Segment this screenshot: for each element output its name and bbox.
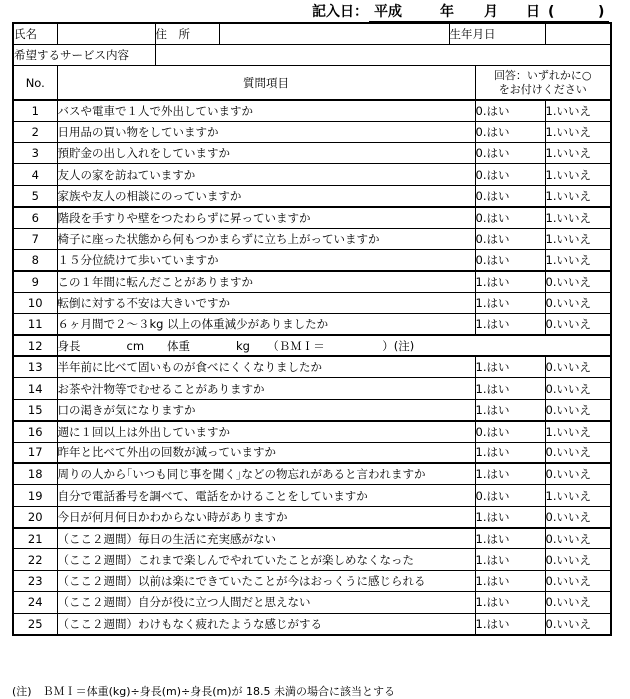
answer-option-1[interactable]: 1.はい: [475, 549, 545, 570]
question-text: 周りの人から｢いつも同じ事を聞く｣などの物忘れがあると言われますか: [57, 463, 475, 484]
answer-option-1[interactable]: 1.はい: [475, 356, 545, 377]
entry-date-label: 記入日：: [312, 4, 368, 20]
question-number: 9: [13, 271, 57, 292]
question-row: [13, 356, 611, 377]
answer-option-2[interactable]: 1.いいえ: [545, 164, 611, 185]
address-field[interactable]: [219, 23, 449, 44]
answer-option-2[interactable]: 1.いいえ: [545, 100, 611, 121]
answer-option-1[interactable]: 0.はい: [475, 164, 545, 185]
answer-option-1[interactable]: 1.はい: [475, 399, 545, 420]
answer-option-2[interactable]: 0.いいえ: [545, 271, 611, 292]
question-row: [13, 271, 611, 292]
question-number: 10: [13, 292, 57, 313]
question-number: 11: [13, 314, 57, 335]
question-row: [13, 485, 611, 506]
answer-option-2[interactable]: 0.いいえ: [545, 463, 611, 484]
answer-option-2[interactable]: 0.いいえ: [545, 356, 611, 377]
answer-option-1[interactable]: 1.はい: [475, 528, 545, 549]
address-label: 住 所: [155, 23, 219, 44]
answer-option-2[interactable]: 1.いいえ: [545, 485, 611, 506]
question-number: 14: [13, 378, 57, 399]
checklist-table: [12, 22, 612, 636]
table-header-row: [13, 66, 611, 100]
answer-option-1[interactable]: 1.はい: [475, 506, 545, 527]
question-text: 階段を手すりや壁をつたわらずに昇っていますか: [57, 207, 475, 228]
question-number: 18: [13, 463, 57, 484]
service-label: 希望するサービス内容: [13, 44, 155, 65]
answer-option-1[interactable]: 1.はい: [475, 314, 545, 335]
question-group-1: [13, 100, 611, 335]
question-text: 預貯金の出し入れをしていますか: [57, 143, 475, 164]
service-row: [13, 44, 611, 65]
entry-date-paren-open: (: [548, 4, 555, 20]
question-number: 21: [13, 528, 57, 549]
question-row: [13, 121, 611, 142]
question-row: [13, 506, 611, 527]
question-row: [13, 292, 611, 313]
question-number: 22: [13, 549, 57, 570]
col-header-answer: [475, 66, 611, 100]
answer-option-2[interactable]: 0.いいえ: [545, 378, 611, 399]
answer-option-1[interactable]: 0.はい: [475, 250, 545, 271]
entry-date-month: 月: [484, 4, 498, 20]
answer-option-1[interactable]: 1.はい: [475, 463, 545, 484]
question-number: 20: [13, 506, 57, 527]
answer-option-1[interactable]: 0.はい: [475, 100, 545, 121]
question-number: 4: [13, 164, 57, 185]
question-text: 半年前に比べて固いものが食べにくくなりましたか: [57, 356, 475, 377]
answer-option-2[interactable]: 1.いいえ: [545, 207, 611, 228]
answer-option-2[interactable]: 1.いいえ: [545, 421, 611, 442]
question-row: [13, 164, 611, 185]
question-row: [13, 549, 611, 570]
answer-option-2[interactable]: 0.いいえ: [545, 506, 611, 527]
entry-date-paren-close: ): [598, 4, 605, 20]
answer-option-1[interactable]: 0.はい: [475, 228, 545, 249]
answer-option-1[interactable]: 0.はい: [475, 207, 545, 228]
entry-date-line: [312, 2, 612, 22]
answer-option-1[interactable]: 0.はい: [475, 143, 545, 164]
answer-option-2[interactable]: 0.いいえ: [545, 442, 611, 463]
question-text: （ここ２週間）自分が役に立つ人間だと思えない: [57, 592, 475, 613]
question-number: 19: [13, 485, 57, 506]
answer-option-1[interactable]: 1.はい: [475, 592, 545, 613]
question-text: 友人の家を訪ねていますか: [57, 164, 475, 185]
question-number: 2: [13, 121, 57, 142]
question-number: 17: [13, 442, 57, 463]
question-text: （ここ２週間）わけもなく疲れたような感じがする: [57, 613, 475, 634]
answer-option-1[interactable]: 1.はい: [475, 378, 545, 399]
question-text: （ここ２週間）毎日の生活に充実感がない: [57, 528, 475, 549]
answer-option-2[interactable]: 0.いいえ: [545, 292, 611, 313]
question-row: [13, 185, 611, 206]
question-row: [13, 442, 611, 463]
question-text: 転倒に対する不安は大きいですか: [57, 292, 475, 313]
question-number: 8: [13, 250, 57, 271]
question-number: 7: [13, 228, 57, 249]
question-number: 23: [13, 570, 57, 591]
answer-option-2[interactable]: 0.いいえ: [545, 549, 611, 570]
bmi-row-text: 身長 cm 体重 kg （ＢＭＩ＝ ）(注): [57, 335, 611, 356]
question-text: （ここ２週間）これまで楽しんでやれていたことが楽しめなくなった: [57, 549, 475, 570]
question-group-2: [13, 356, 611, 634]
question-text: （ここ２週間）以前は楽にできていたことが今はおっくうに感じられる: [57, 570, 475, 591]
answer-option-1[interactable]: 0.はい: [475, 185, 545, 206]
birthdate-field[interactable]: [545, 23, 611, 44]
answer-header-line1: 回答：いずれかに○: [493, 68, 592, 82]
answer-header-line2: をお付けください: [498, 82, 587, 96]
answer-option-2[interactable]: 1.いいえ: [545, 143, 611, 164]
answer-option-1[interactable]: 1.はい: [475, 271, 545, 292]
answer-option-2[interactable]: 1.いいえ: [545, 228, 611, 249]
name-row: [13, 23, 611, 44]
answer-option-2[interactable]: 0.いいえ: [545, 399, 611, 420]
question-row: [13, 143, 611, 164]
question-text: １５分位続けて歩いていますか: [57, 250, 475, 271]
question-text: 週に１回以上は外出していますか: [57, 421, 475, 442]
answer-option-2[interactable]: 0.いいえ: [545, 570, 611, 591]
service-field[interactable]: [155, 44, 611, 65]
question-text: バスや電車で１人で外出していますか: [57, 100, 475, 121]
entry-date-day: 日: [526, 4, 540, 20]
bmi-row-number: 12: [13, 335, 57, 356]
col-header-question: 質問項目: [57, 66, 475, 100]
question-text: 家族や友人の相談にのっていますか: [57, 185, 475, 206]
answer-option-1[interactable]: 1.はい: [475, 292, 545, 313]
question-number: 1: [13, 100, 57, 121]
col-header-no: No.: [13, 66, 57, 100]
entry-date-era: 平成: [374, 4, 402, 20]
question-row: [13, 421, 611, 442]
answer-option-2[interactable]: 1.いいえ: [545, 250, 611, 271]
question-number: 13: [13, 356, 57, 377]
question-row: [13, 399, 611, 420]
question-row: [13, 207, 611, 228]
question-row: [13, 228, 611, 249]
answer-option-2[interactable]: 0.いいえ: [545, 592, 611, 613]
answer-option-1[interactable]: 0.はい: [475, 121, 545, 142]
answer-option-2[interactable]: 0.いいえ: [545, 528, 611, 549]
question-row: [13, 528, 611, 549]
answer-option-1[interactable]: 0.はい: [475, 421, 545, 442]
question-number: 16: [13, 421, 57, 442]
answer-option-2[interactable]: 0.いいえ: [545, 613, 611, 634]
answer-option-2[interactable]: 1.いいえ: [545, 185, 611, 206]
question-text: お茶や汁物等でむせることがありますか: [57, 378, 475, 399]
entry-date-year: 年: [440, 4, 454, 20]
question-row: [13, 592, 611, 613]
name-field[interactable]: [57, 23, 155, 44]
bmi-row: [13, 335, 611, 356]
name-label: 氏名: [13, 23, 57, 44]
question-text: 日用品の買い物をしていますか: [57, 121, 475, 142]
question-row: [13, 463, 611, 484]
question-text: 口の渇きが気になりますか: [57, 399, 475, 420]
question-number: 24: [13, 592, 57, 613]
question-number: 15: [13, 399, 57, 420]
question-text: 椅子に座った状態から何もつかまらずに立ち上がっていますか: [57, 228, 475, 249]
question-row: [13, 613, 611, 634]
question-row: [13, 250, 611, 271]
answer-option-2[interactable]: 1.いいえ: [545, 121, 611, 142]
question-number: 5: [13, 185, 57, 206]
question-text: 自分で電話番号を調べて、電話をかけることをしていますか: [57, 485, 475, 506]
question-text: 今日が何月何日かわからない時がありますか: [57, 506, 475, 527]
question-number: 25: [13, 613, 57, 634]
question-row: [13, 100, 611, 121]
answer-option-1[interactable]: 1.はい: [475, 442, 545, 463]
question-number: 3: [13, 143, 57, 164]
bmi-footnote: (注) ＢＭＩ＝体重(kg)÷身長(m)÷身長(m)が 18.5 未満の場合に該当とする: [12, 685, 396, 698]
question-row: [13, 378, 611, 399]
birthdate-label: 生年月日: [449, 23, 545, 44]
question-row: [13, 570, 611, 591]
answer-option-2[interactable]: 0.いいえ: [545, 314, 611, 335]
question-text: 昨年と比べて外出の回数が減っていますか: [57, 442, 475, 463]
question-number: 6: [13, 207, 57, 228]
question-row: [13, 314, 611, 335]
answer-option-1[interactable]: 1.はい: [475, 613, 545, 634]
answer-option-1[interactable]: 1.はい: [475, 570, 545, 591]
answer-option-1[interactable]: 0.はい: [475, 485, 545, 506]
question-text: ６ヶ月間で２～３kg 以上の体重減少がありましたか: [57, 314, 475, 335]
question-text: この１年間に転んだことがありますか: [57, 271, 475, 292]
